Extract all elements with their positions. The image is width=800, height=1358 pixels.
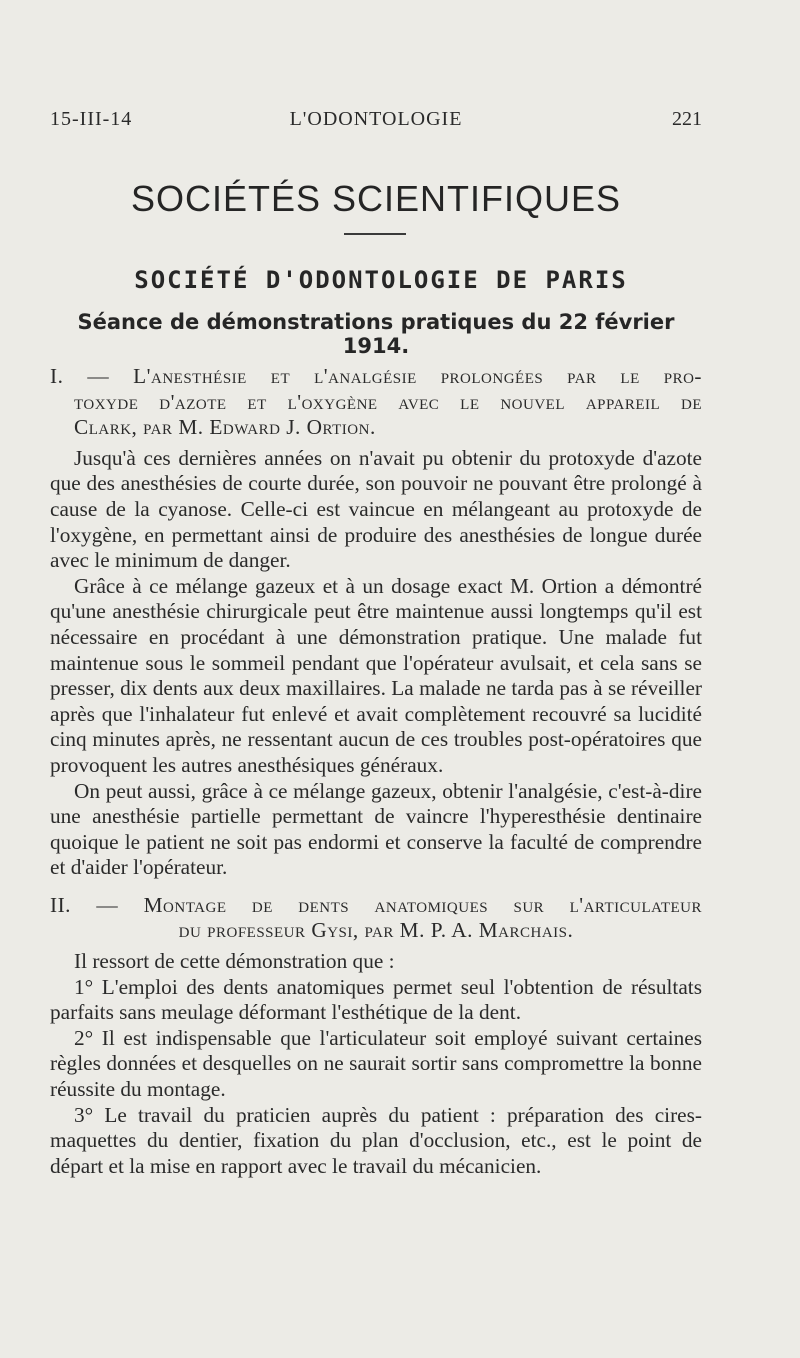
paragraph: 1° L'emploi des dents anatomiques permet seul l'obtention de résultats parfaits sans meulage déformant l'esthétique de la dent. (50, 974, 702, 1025)
section-1-heading-line: toxyde d'azote et l'oxygène avec le nouvel appareil de (74, 389, 702, 414)
paragraph: Il ressort de cette démonstration que : (74, 949, 395, 974)
title-rule (344, 233, 406, 235)
society-heading: SOCIÉTÉ D'ODONTOLOGIE DE PARIS (134, 266, 628, 294)
paragraph: 2° Il est indispensable que l'articulateur soit employé suivant certaines règles données et desquelles on ne saurait sortir sans compromettre la bonne réussite du montage. (50, 1025, 702, 1102)
paragraph: 3° Le travail du praticien auprès du patient : préparation des cires-maquettes du dentier, fixation du plan d'occlusion, etc., est le point de départ et la mise en rapport avec le travail du mécanicien. (50, 1102, 702, 1178)
paragraph: Jusqu'à ces dernières années on n'avait pu obtenir du protoxyde d'azote que des anesthésies de courte durée, son pouvoir ne pouvant être prolongé à cause de la cyanose. Celle-ci est vaincue en mélangeant au protoxyde de l'oxygène, en permettant ainsi de produire des anesthésies de longue durée avec le minimum de danger. (50, 445, 702, 573)
section-2-heading-line: II. — Montage de dents anatomiques sur l'articulateur (50, 892, 702, 917)
section-gap (50, 881, 702, 893)
section-1-heading-line: I. — L'anesthésie et l'analgésie prolongées par le pro- (50, 364, 702, 388)
article-body (50, 364, 702, 1179)
section-1-heading (50, 364, 702, 441)
paragraph: On peut aussi, grâce à ce mélange gazeux, obtenir l'analgésie, c'est-à-dire une anesthésie partielle permettant de vaincre l'hyperesthésie dentinaire quoique le patient ne soit pas endormi et conserve la faculté de comprendre et d'aider l'opérateur. (50, 778, 702, 880)
session-heading: Séance de démonstrations pratiques du 22 février 1914. (77, 310, 675, 358)
section-2-heading-line: du professeur Gysi, par M. P. A. Marchais. (178, 918, 574, 943)
journal-title: L'ODONTOLOGIE (289, 108, 463, 130)
section-title: SOCIÉTÉS SCIENTIFIQUES (130, 178, 622, 219)
running-head (50, 108, 702, 132)
paragraph: Grâce à ce mélange gazeux et à un dosage exact M. Ortion a démontré qu'une anesthésie chirurgicale peut être maintenue aussi longtemps qu'il est nécessaire en procédant à une démonstration pratique. Une malade fut maintenue sous le sommeil pendant que l'opérateur avulsait, et cela sans se presser, dix dents aux deux maxillaires. La malade ne tarda pas à se réveiller après que l'inhalateur fut enlevé et avait complètement recouvré sa lucidité cinq minutes après, ne ressentant aucun de ces troubles post-opératoires que provoquent les autres anesthésiques généraux. (50, 573, 702, 777)
section-2-heading (50, 893, 702, 944)
issue-date: 15-III-14 (50, 108, 133, 130)
page-number: 221 (672, 108, 702, 130)
section-1-heading-line: Clark, par M. Edward J. Ortion. (74, 415, 376, 440)
